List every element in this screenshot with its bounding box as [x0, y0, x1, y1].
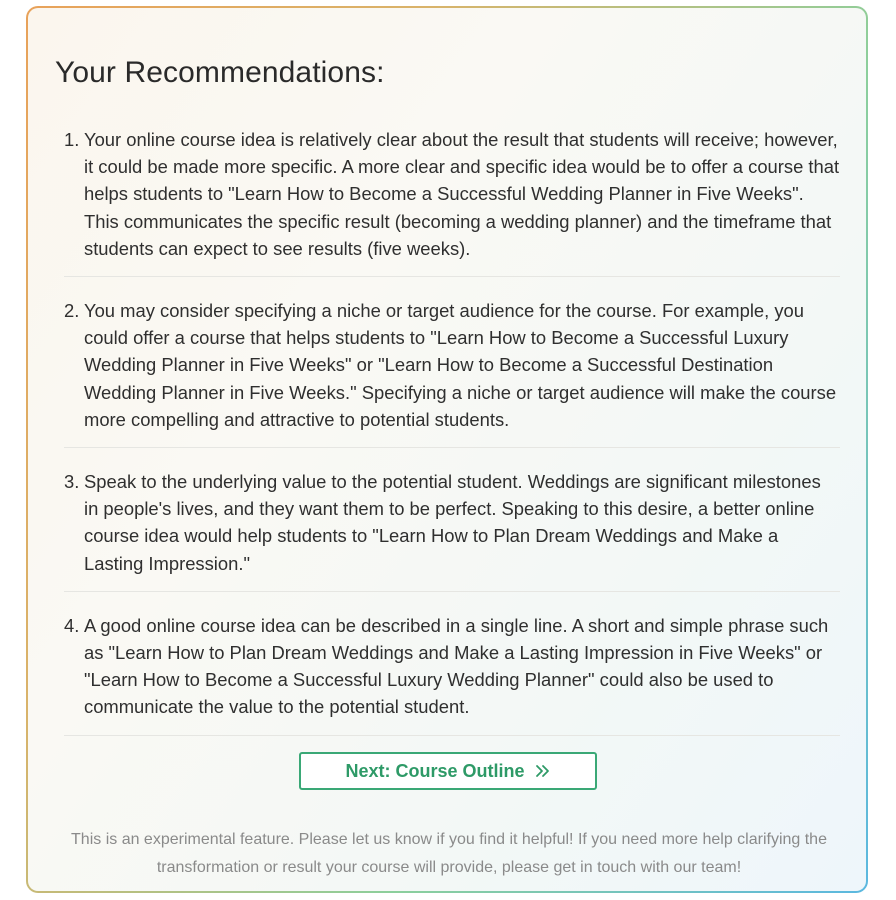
recommendation-text: You may consider specifying a niche or target audience for the course. For example, you could offer a course that helps students to "Learn How to Become a Successful Luxury Wedding Planner in Five Weeks" or "Learn How to Become a Successful Destination Wedding Planner in Five Weeks." Specifying a niche or target audience will make the course more compelling and attractive to potential students.	[84, 300, 837, 430]
recommendation-text: Speak to the underlying value to the potential student. Weddings are significant milestones in people's lives, and they want them to be perfect. Speaking to this desire, a better online course idea would help students to "Learn How to Plan Dream Weddings and Make a Lasting Impression."	[84, 471, 821, 574]
next-button-label: Next: Course Outline	[345, 760, 525, 781]
recommendation-number: 4.	[64, 614, 80, 636]
recommendation-text: A good online course idea can be described in a single line. A short and simple phrase such as "Learn How to Plan Dream Weddings and Make a Lasting Impression in Five Weeks" or "Learn How to Become a Successful Luxury Wedding Planner" could also be used to communicate the value to the potential student.	[84, 614, 829, 718]
page-title: Your Recommendations:	[55, 56, 385, 89]
recommendation-item	[64, 462, 840, 592]
recommendation-item	[64, 120, 840, 277]
recommendations-list	[64, 120, 840, 750]
recommendation-number: 3.	[64, 471, 80, 493]
recommendation-number: 1.	[64, 129, 80, 150]
recommendations-card-border	[26, 6, 868, 893]
double-chevron-right-icon	[535, 764, 551, 778]
recommendation-text: Your online course idea is relatively clear about the result that students will receive; however, it could be made more specific. A more clear and specific idea would be to offer a course that helps students to "Learn How to Become a Successful Wedding Planner in Five Weeks". This communicates the specific result (becoming a wedding planner) and the timeframe that students can expect to see results (five weeks).	[84, 129, 840, 259]
recommendation-item	[64, 291, 840, 448]
experimental-feature-note: This is an experimental feature. Please let us know if you find it helpful! If you need more help clarifying the transformation or result your course will provide, please get in touch with our team!	[71, 831, 827, 876]
recommendation-item	[64, 606, 840, 736]
recommendation-number: 2.	[64, 300, 80, 322]
next-course-outline-button[interactable]	[299, 752, 597, 790]
recommendations-card	[28, 8, 866, 891]
